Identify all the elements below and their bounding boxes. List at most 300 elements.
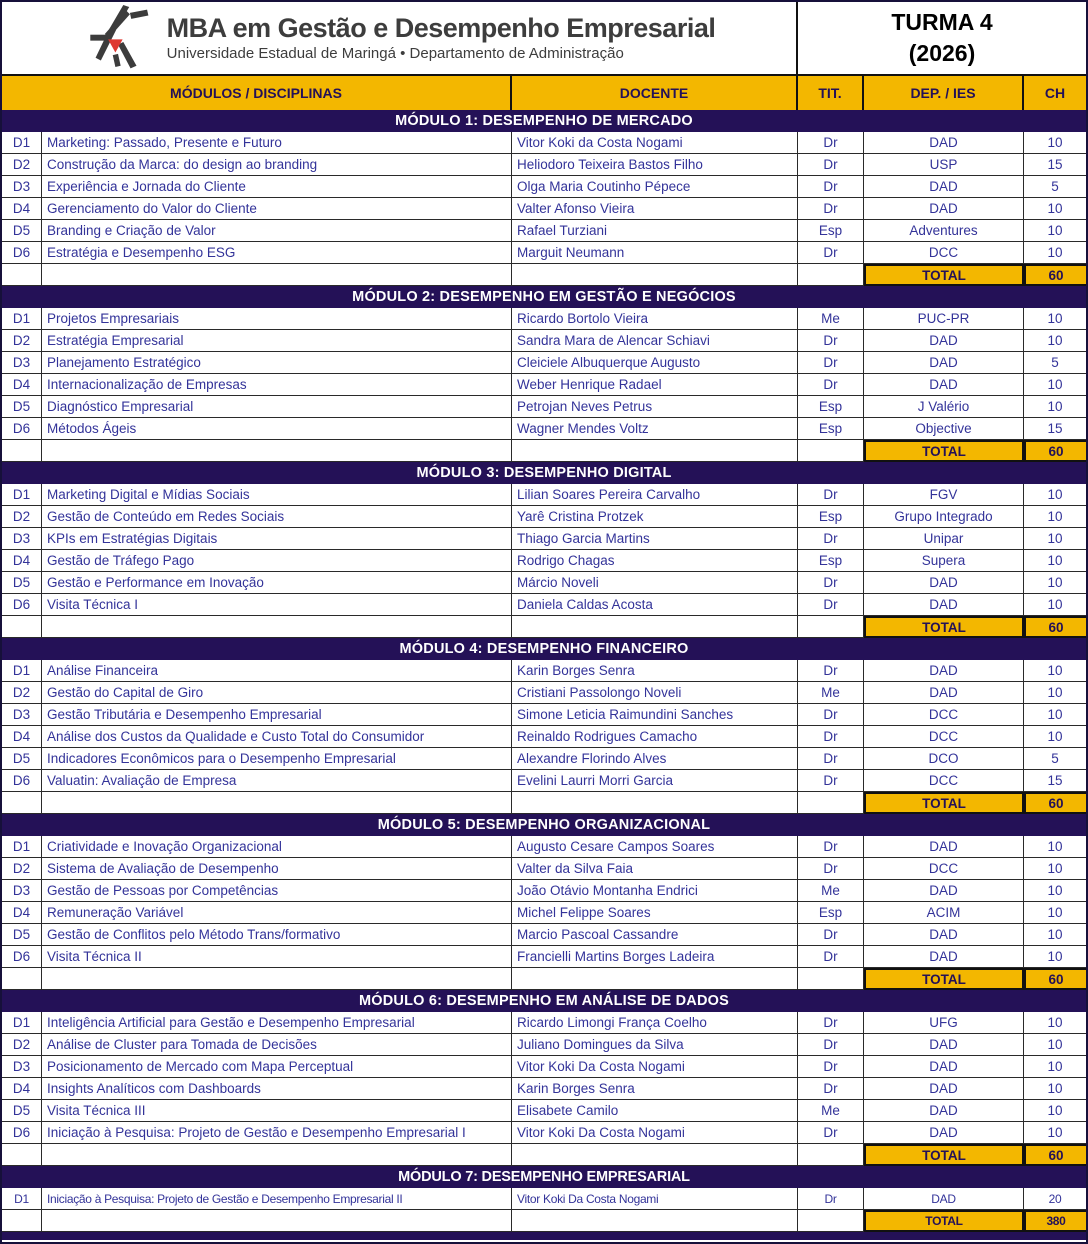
- cell-titulacao: Dr: [798, 726, 864, 748]
- cell-docente: Daniela Caldas Acosta: [512, 594, 798, 616]
- cell-discipline: Gestão e Performance em Inovação: [42, 572, 512, 594]
- cell-docente: Vitor Koki Da Costa Nogami: [512, 1056, 798, 1078]
- table-row: [2, 770, 1086, 792]
- cell-code: D6: [2, 946, 42, 968]
- table-row: [2, 704, 1086, 726]
- module-section: [2, 286, 1086, 462]
- cell-titulacao: Esp: [798, 220, 864, 242]
- cell-dep-ies: UFG: [864, 1012, 1024, 1034]
- table-row: [2, 858, 1086, 880]
- cell-empty: [42, 792, 512, 814]
- cell-docente: Michel Felippe Soares: [512, 902, 798, 924]
- cell-carga-horaria: 10: [1024, 1122, 1086, 1144]
- cell-code: D3: [2, 176, 42, 198]
- table-row: [2, 1012, 1086, 1034]
- total-row: [2, 968, 1086, 990]
- cell-code: D5: [2, 572, 42, 594]
- cell-dep-ies: Objective: [864, 418, 1024, 440]
- cell-empty: [512, 1144, 798, 1166]
- cell-docente: Olga Maria Coutinho Pépece: [512, 176, 798, 198]
- cell-docente: Vitor Koki Da Costa Nogami: [512, 1122, 798, 1144]
- module-section: [2, 462, 1086, 638]
- cell-carga-horaria: 10: [1024, 308, 1086, 330]
- cell-discipline: Gestão de Tráfego Pago: [42, 550, 512, 572]
- cell-empty: [2, 792, 42, 814]
- cell-discipline: Inteligência Artificial para Gestão e Desempenho Empresarial: [42, 1012, 512, 1034]
- cell-docente: Thiago Garcia Martins: [512, 528, 798, 550]
- cell-dep-ies: DAD: [864, 1056, 1024, 1078]
- cell-discipline: Iniciação à Pesquisa: Projeto de Gestão e Desempenho Empresarial II: [42, 1188, 512, 1210]
- cell-titulacao: Dr: [798, 374, 864, 396]
- cell-carga-horaria: 10: [1024, 330, 1086, 352]
- cell-titulacao: Dr: [798, 660, 864, 682]
- table-row: [2, 132, 1086, 154]
- total-row: [2, 616, 1086, 638]
- cell-titulacao: Me: [798, 308, 864, 330]
- cell-carga-horaria: 10: [1024, 726, 1086, 748]
- cell-titulacao: Dr: [798, 352, 864, 374]
- cell-code: D6: [2, 770, 42, 792]
- cell-carga-horaria: 10: [1024, 550, 1086, 572]
- cell-dep-ies: DAD: [864, 198, 1024, 220]
- cell-code: D4: [2, 198, 42, 220]
- cell-code: D1: [2, 1012, 42, 1034]
- page-header: [2, 2, 1086, 76]
- cell-docente: Reinaldo Rodrigues Camacho: [512, 726, 798, 748]
- cell-docente: Cleiciele Albuquerque Augusto: [512, 352, 798, 374]
- cell-dep-ies: DAD: [864, 374, 1024, 396]
- cell-dep-ies: DAD: [864, 1034, 1024, 1056]
- page-subtitle: Universidade Estadual de Maringá • Departamento de Administração: [166, 44, 624, 62]
- bottom-bar: [2, 1232, 1086, 1240]
- cell-docente: Lilian Soares Pereira Carvalho: [512, 484, 798, 506]
- total-value: 60: [1024, 1144, 1086, 1166]
- table-row: [2, 220, 1086, 242]
- cell-carga-horaria: 10: [1024, 1012, 1086, 1034]
- cell-carga-horaria: 10: [1024, 1100, 1086, 1122]
- module-section: [2, 110, 1086, 286]
- cell-docente: Elisabete Camilo: [512, 1100, 798, 1122]
- cell-docente: Karin Borges Senra: [512, 1078, 798, 1100]
- cell-titulacao: Dr: [798, 594, 864, 616]
- cell-code: D1: [2, 836, 42, 858]
- cell-carga-horaria: 10: [1024, 1078, 1086, 1100]
- cell-discipline: Visita Técnica II: [42, 946, 512, 968]
- total-label: TOTAL: [864, 1210, 1024, 1232]
- cell-code: D6: [2, 1122, 42, 1144]
- cell-dep-ies: DCC: [864, 858, 1024, 880]
- cell-discipline: Iniciação à Pesquisa: Projeto de Gestão e Desempenho Empresarial I: [42, 1122, 512, 1144]
- cell-code: D6: [2, 594, 42, 616]
- cell-docente: Márcio Noveli: [512, 572, 798, 594]
- table-row: [2, 1188, 1086, 1210]
- module-title: MÓDULO 6: DESEMPENHO EM ANÁLISE DE DADOS: [2, 990, 1086, 1012]
- cell-docente: Karin Borges Senra: [512, 660, 798, 682]
- cell-carga-horaria: 10: [1024, 704, 1086, 726]
- table-row: [2, 946, 1086, 968]
- cell-discipline: Projetos Empresariais: [42, 308, 512, 330]
- table-row: [2, 924, 1086, 946]
- module-section: [2, 990, 1086, 1166]
- cell-titulacao: Dr: [798, 242, 864, 264]
- cell-dep-ies: DAD: [864, 330, 1024, 352]
- cell-carga-horaria: 10: [1024, 682, 1086, 704]
- cell-dep-ies: DAD: [864, 132, 1024, 154]
- cell-carga-horaria: 10: [1024, 902, 1086, 924]
- cell-titulacao: Me: [798, 682, 864, 704]
- cell-carga-horaria: 15: [1024, 770, 1086, 792]
- cell-dep-ies: DAD: [864, 176, 1024, 198]
- cell-code: D4: [2, 374, 42, 396]
- cell-carga-horaria: 10: [1024, 572, 1086, 594]
- cell-discipline: Gestão do Capital de Giro: [42, 682, 512, 704]
- total-label: TOTAL: [864, 968, 1024, 990]
- cell-discipline: KPIs em Estratégias Digitais: [42, 528, 512, 550]
- cell-empty: [512, 792, 798, 814]
- cell-docente: Juliano Domingues da Silva: [512, 1034, 798, 1056]
- cell-dep-ies: DAD: [864, 880, 1024, 902]
- module-title: MÓDULO 1: DESEMPENHO DE MERCADO: [2, 110, 1086, 132]
- table-row: [2, 484, 1086, 506]
- turma-label: [798, 2, 1086, 74]
- cell-code: D6: [2, 418, 42, 440]
- cell-empty: [2, 616, 42, 638]
- table-row: [2, 726, 1086, 748]
- cell-code: D3: [2, 880, 42, 902]
- cell-code: D1: [2, 484, 42, 506]
- cell-carga-horaria: 10: [1024, 1056, 1086, 1078]
- cell-code: D5: [2, 924, 42, 946]
- cell-empty: [798, 264, 864, 286]
- cell-carga-horaria: 10: [1024, 198, 1086, 220]
- column-header-dep-ies: DEP. / IES: [864, 76, 1024, 110]
- cell-docente: João Otávio Montanha Endrici: [512, 880, 798, 902]
- cell-discipline: Criatividade e Inovação Organizacional: [42, 836, 512, 858]
- total-label: TOTAL: [864, 264, 1024, 286]
- cell-empty: [512, 616, 798, 638]
- cell-docente: Rafael Turziani: [512, 220, 798, 242]
- cell-titulacao: Dr: [798, 572, 864, 594]
- cell-carga-horaria: 10: [1024, 880, 1086, 902]
- table-row: [2, 242, 1086, 264]
- cell-discipline: Valuatin: Avaliação de Empresa: [42, 770, 512, 792]
- cell-carga-horaria: 10: [1024, 924, 1086, 946]
- cell-discipline: Sistema de Avaliação de Desempenho: [42, 858, 512, 880]
- cell-carga-horaria: 5: [1024, 176, 1086, 198]
- cell-docente: Ricardo Limongi França Coelho: [512, 1012, 798, 1034]
- table-row: [2, 1122, 1086, 1144]
- table-row: [2, 308, 1086, 330]
- cell-carga-horaria: 10: [1024, 594, 1086, 616]
- cell-code: D6: [2, 242, 42, 264]
- total-row: [2, 264, 1086, 286]
- cell-docente: Simone Leticia Raimundini Sanches: [512, 704, 798, 726]
- total-label: TOTAL: [864, 1144, 1024, 1166]
- cell-dep-ies: J Valério: [864, 396, 1024, 418]
- cell-dep-ies: DCC: [864, 704, 1024, 726]
- cell-carga-horaria: 10: [1024, 836, 1086, 858]
- cell-code: D5: [2, 396, 42, 418]
- cell-docente: Rodrigo Chagas: [512, 550, 798, 572]
- cell-titulacao: Dr: [798, 836, 864, 858]
- cell-discipline: Diagnóstico Empresarial: [42, 396, 512, 418]
- cell-empty: [798, 792, 864, 814]
- cell-empty: [798, 1144, 864, 1166]
- total-value: 60: [1024, 792, 1086, 814]
- cell-dep-ies: DAD: [864, 924, 1024, 946]
- cell-code: D3: [2, 704, 42, 726]
- cell-empty: [42, 616, 512, 638]
- cell-discipline: Gerenciamento do Valor do Cliente: [42, 198, 512, 220]
- cell-code: D5: [2, 220, 42, 242]
- cell-code: D4: [2, 550, 42, 572]
- cell-code: D5: [2, 1100, 42, 1122]
- cell-dep-ies: Supera: [864, 550, 1024, 572]
- module-title: MÓDULO 2: DESEMPENHO EM GESTÃO E NEGÓCIOS: [2, 286, 1086, 308]
- cell-dep-ies: Grupo Integrado: [864, 506, 1024, 528]
- table-row: [2, 528, 1086, 550]
- module-title: MÓDULO 3: DESEMPENHO DIGITAL: [2, 462, 1086, 484]
- cell-carga-horaria: 15: [1024, 418, 1086, 440]
- cell-discipline: Estratégia Empresarial: [42, 330, 512, 352]
- cell-empty: [42, 1210, 512, 1232]
- cell-titulacao: Dr: [798, 1078, 864, 1100]
- total-row: [2, 440, 1086, 462]
- cell-empty: [2, 440, 42, 462]
- cell-titulacao: Me: [798, 1100, 864, 1122]
- total-value: 60: [1024, 616, 1086, 638]
- cell-empty: [2, 1144, 42, 1166]
- table-row: [2, 374, 1086, 396]
- cell-discipline: Experiência e Jornada do Cliente: [42, 176, 512, 198]
- cell-discipline: Gestão de Conflitos pelo Método Trans/formativo: [42, 924, 512, 946]
- cell-discipline: Visita Técnica I: [42, 594, 512, 616]
- cell-dep-ies: DAD: [864, 682, 1024, 704]
- cell-carga-horaria: 10: [1024, 660, 1086, 682]
- table-row: [2, 506, 1086, 528]
- cell-titulacao: Dr: [798, 770, 864, 792]
- cell-empty: [2, 264, 42, 286]
- table-row: [2, 836, 1086, 858]
- cell-code: D1: [2, 1188, 42, 1210]
- cell-code: D1: [2, 132, 42, 154]
- cell-code: D3: [2, 1056, 42, 1078]
- cell-discipline: Gestão Tributária e Desempenho Empresarial: [42, 704, 512, 726]
- cell-dep-ies: DAD: [864, 594, 1024, 616]
- cell-discipline: Gestão de Pessoas por Competências: [42, 880, 512, 902]
- cell-carga-horaria: 10: [1024, 132, 1086, 154]
- cell-dep-ies: Adventures: [864, 220, 1024, 242]
- cell-code: D1: [2, 308, 42, 330]
- cell-carga-horaria: 10: [1024, 1034, 1086, 1056]
- table-row: [2, 1034, 1086, 1056]
- cell-docente: Alexandre Florindo Alves: [512, 748, 798, 770]
- cell-discipline: Posicionamento de Mercado com Mapa Perceptual: [42, 1056, 512, 1078]
- table-row: [2, 418, 1086, 440]
- table-row: [2, 176, 1086, 198]
- table-row: [2, 1078, 1086, 1100]
- cell-discipline: Construção da Marca: do design ao branding: [42, 154, 512, 176]
- table-row: [2, 660, 1086, 682]
- total-label: TOTAL: [864, 616, 1024, 638]
- cell-carga-horaria: 20: [1024, 1188, 1086, 1210]
- cell-empty: [42, 264, 512, 286]
- column-header-row: [2, 76, 1086, 110]
- module-sections: [2, 110, 1086, 1232]
- uem-university-logo-icon: [83, 5, 157, 71]
- cell-empty: [512, 1210, 798, 1232]
- cell-dep-ies: DAD: [864, 946, 1024, 968]
- cell-titulacao: Dr: [798, 748, 864, 770]
- cell-dep-ies: DAD: [864, 660, 1024, 682]
- cell-docente: Petrojan Neves Petrus: [512, 396, 798, 418]
- cell-titulacao: Dr: [798, 1034, 864, 1056]
- cell-empty: [42, 1144, 512, 1166]
- cell-docente: Wagner Mendes Voltz: [512, 418, 798, 440]
- cell-docente: Valter Afonso Vieira: [512, 198, 798, 220]
- cell-titulacao: Dr: [798, 946, 864, 968]
- module-section: [2, 1166, 1086, 1232]
- cell-titulacao: Dr: [798, 858, 864, 880]
- cell-dep-ies: DAD: [864, 1188, 1024, 1210]
- cell-dep-ies: DCC: [864, 726, 1024, 748]
- total-label: TOTAL: [864, 792, 1024, 814]
- cell-titulacao: Dr: [798, 1188, 864, 1210]
- cell-code: D2: [2, 1034, 42, 1056]
- module-section: [2, 638, 1086, 814]
- cell-code: D2: [2, 506, 42, 528]
- cell-discipline: Remuneração Variável: [42, 902, 512, 924]
- cell-dep-ies: ACIM: [864, 902, 1024, 924]
- cell-code: D4: [2, 902, 42, 924]
- cell-titulacao: Esp: [798, 396, 864, 418]
- cell-dep-ies: DCO: [864, 748, 1024, 770]
- module-title: MÓDULO 5: DESEMPENHO ORGANIZACIONAL: [2, 814, 1086, 836]
- cell-titulacao: Dr: [798, 330, 864, 352]
- cell-discipline: Branding e Criação de Valor: [42, 220, 512, 242]
- cell-titulacao: Esp: [798, 902, 864, 924]
- cell-discipline: Análise dos Custos da Qualidade e Custo Total do Consumidor: [42, 726, 512, 748]
- cell-titulacao: Dr: [798, 176, 864, 198]
- cell-discipline: Análise Financeira: [42, 660, 512, 682]
- cell-dep-ies: DCC: [864, 242, 1024, 264]
- cell-carga-horaria: 10: [1024, 858, 1086, 880]
- cell-empty: [512, 968, 798, 990]
- column-header-ch: CH: [1044, 85, 1066, 101]
- turma-line2: (2026): [908, 40, 976, 66]
- cell-empty: [512, 440, 798, 462]
- cell-code: D2: [2, 858, 42, 880]
- turma-line1: TURMA 4: [891, 8, 993, 35]
- cell-carga-horaria: 10: [1024, 506, 1086, 528]
- cell-titulacao: Me: [798, 880, 864, 902]
- cell-code: D2: [2, 330, 42, 352]
- cell-titulacao: Dr: [798, 1122, 864, 1144]
- table-row: [2, 748, 1086, 770]
- cell-discipline: Gestão de Conteúdo em Redes Sociais: [42, 506, 512, 528]
- cell-carga-horaria: 10: [1024, 528, 1086, 550]
- cell-discipline: Marketing: Passado, Presente e Futuro: [42, 132, 512, 154]
- table-row: [2, 352, 1086, 374]
- cell-discipline: Indicadores Econômicos para o Desempenho Empresarial: [42, 748, 512, 770]
- cell-dep-ies: FGV: [864, 484, 1024, 506]
- cell-titulacao: Dr: [798, 154, 864, 176]
- cell-dep-ies: PUC-PR: [864, 308, 1024, 330]
- cell-dep-ies: DAD: [864, 1100, 1024, 1122]
- cell-docente: Vitor Koki Da Costa Nogami: [512, 1188, 798, 1210]
- cell-titulacao: Dr: [798, 1012, 864, 1034]
- cell-discipline: Visita Técnica III: [42, 1100, 512, 1122]
- cell-titulacao: Dr: [798, 198, 864, 220]
- cell-discipline: Marketing Digital e Mídias Sociais: [42, 484, 512, 506]
- cell-carga-horaria: 5: [1024, 352, 1086, 374]
- table-row: [2, 880, 1086, 902]
- cell-titulacao: Dr: [798, 484, 864, 506]
- cell-empty: [2, 1210, 42, 1232]
- total-value: 380: [1024, 1210, 1086, 1232]
- column-header-docente: DOCENTE: [512, 76, 798, 110]
- total-value: 60: [1024, 440, 1086, 462]
- brand-text: [167, 14, 716, 61]
- cell-empty: [2, 968, 42, 990]
- cell-code: D3: [2, 528, 42, 550]
- cell-dep-ies: DAD: [864, 836, 1024, 858]
- table-row: [2, 396, 1086, 418]
- total-value: 60: [1024, 968, 1086, 990]
- cell-carga-horaria: 10: [1024, 484, 1086, 506]
- cell-titulacao: Esp: [798, 418, 864, 440]
- cell-docente: Heliodoro Teixeira Bastos Filho: [512, 154, 798, 176]
- cell-code: D2: [2, 682, 42, 704]
- cell-discipline: Estratégia e Desempenho ESG: [42, 242, 512, 264]
- table-row: [2, 330, 1086, 352]
- cell-dep-ies: USP: [864, 154, 1024, 176]
- cell-docente: Vitor Koki da Costa Nogami: [512, 132, 798, 154]
- cell-docente: Marcio Pascoal Cassandre: [512, 924, 798, 946]
- cell-carga-horaria: 10: [1024, 242, 1086, 264]
- cell-docente: Sandra Mara de Alencar Schiavi: [512, 330, 798, 352]
- module-section: [2, 814, 1086, 990]
- cell-carga-horaria: 10: [1024, 946, 1086, 968]
- module-title: MÓDULO 7: DESEMPENHO EMPRESARIAL: [2, 1166, 1086, 1188]
- cell-docente: Augusto Cesare Campos Soares: [512, 836, 798, 858]
- cell-discipline: Planejamento Estratégico: [42, 352, 512, 374]
- cell-docente: Francielli Martins Borges Ladeira: [512, 946, 798, 968]
- cell-docente: Evelini Laurri Morri Garcia: [512, 770, 798, 792]
- cell-docente: Weber Henrique Radael: [512, 374, 798, 396]
- cell-dep-ies: Unipar: [864, 528, 1024, 550]
- column-header-modulos: MÓDULOS / DISCIPLINAS: [2, 76, 512, 110]
- table-row: [2, 682, 1086, 704]
- cell-empty: [798, 440, 864, 462]
- cell-titulacao: Dr: [798, 1056, 864, 1078]
- cell-empty: [42, 968, 512, 990]
- cell-docente: Valter da Silva Faia: [512, 858, 798, 880]
- cell-titulacao: Esp: [798, 550, 864, 572]
- cell-carga-horaria: 10: [1024, 220, 1086, 242]
- table-row: [2, 198, 1086, 220]
- cell-titulacao: Dr: [798, 132, 864, 154]
- total-row: [2, 1210, 1086, 1232]
- table-row: [2, 572, 1086, 594]
- cell-code: D5: [2, 748, 42, 770]
- cell-code: D4: [2, 726, 42, 748]
- cell-carga-horaria: 10: [1024, 374, 1086, 396]
- cell-docente: Marguit Neumann: [512, 242, 798, 264]
- cell-titulacao: Esp: [798, 506, 864, 528]
- cell-dep-ies: DAD: [864, 572, 1024, 594]
- cell-docente: Yarê Cristina Protzek: [512, 506, 798, 528]
